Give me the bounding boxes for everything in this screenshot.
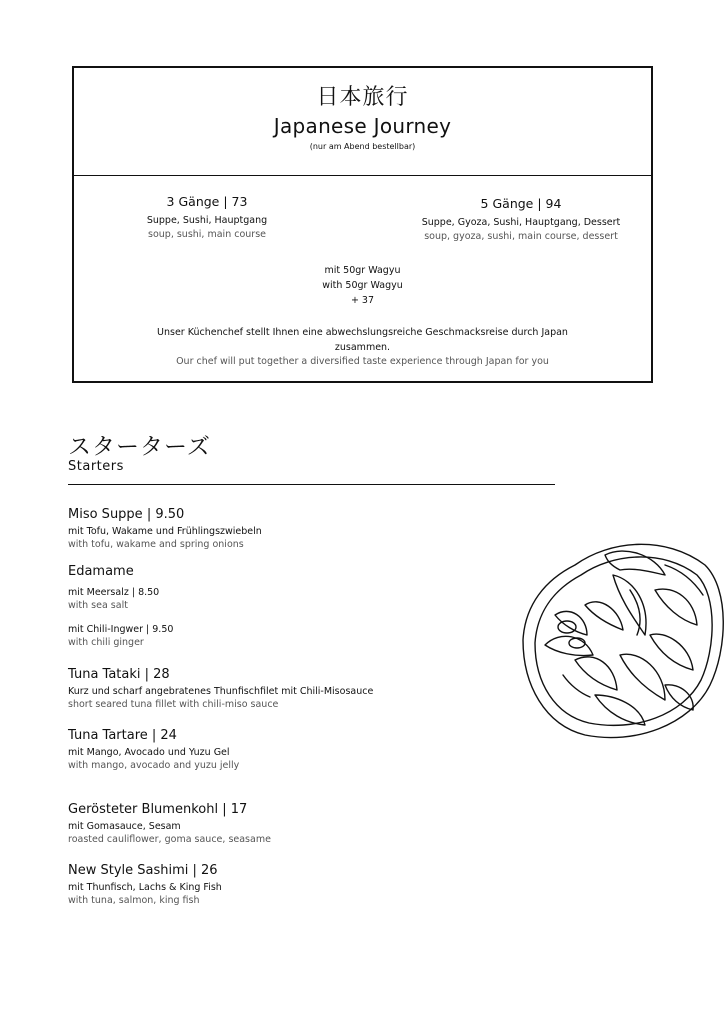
course-3-heading: 3 Gänge | 73 <box>166 194 248 209</box>
sashimi-desc-de: mit Thunfisch, Lachs & King Fish <box>68 882 222 893</box>
edamame-opt2-en: with chili ginger <box>68 637 144 648</box>
edamame-opt1-de: mit Meersalz | 8.50 <box>68 587 160 598</box>
course-5 <box>392 196 650 244</box>
miso-desc-en: with tofu, wakame and spring onions <box>68 539 244 550</box>
edamame-opt2-de: mit Chili-Ingwer | 9.50 <box>68 624 174 635</box>
menu-item-sashimi <box>68 863 222 907</box>
journey-title-jp: 日本旅行 <box>316 85 409 110</box>
menu-item-miso <box>68 507 262 551</box>
tataki-desc-de: Kurz und scharf angebratenes Thunfischfilet mit Chili-Misosauce <box>68 686 374 697</box>
miso-title: Miso Suppe | 9.50 <box>68 507 185 522</box>
chef-note-de: Unser Küchenchef stellt Ihnen eine abwechslungsreiche Geschmacksreise durch Japan zusammen. <box>157 327 568 353</box>
tartare-desc-en: with mango, avocado and yuzu jelly <box>68 760 240 771</box>
course-3 <box>102 194 312 242</box>
course-5-desc-de: Suppe, Gyoza, Sushi, Hauptgang, Dessert <box>421 217 621 228</box>
cauliflower-title: Gerösteter Blumenkohl | 17 <box>68 802 248 817</box>
japanese-journey-box <box>72 66 653 383</box>
wagyu-line-de: mit 50gr Wagyu <box>324 265 401 276</box>
menu-item-cauliflower <box>68 802 271 846</box>
sashimi-title: New Style Sashimi | 26 <box>68 863 218 878</box>
wagyu-line-en: with 50gr Wagyu <box>322 280 403 291</box>
edamame-option-chili-ginger <box>68 623 173 649</box>
miso-desc-de: mit Tofu, Wakame und Frühlingszwiebeln <box>68 526 262 537</box>
sashimi-desc-en: with tuna, salmon, king fish <box>68 895 200 906</box>
journey-note: (nur am Abend bestellbar) <box>309 142 416 151</box>
menu-item-tuna-tataki <box>68 667 373 711</box>
course-5-heading: 5 Gänge | 94 <box>480 196 562 211</box>
course-5-desc-en: soup, gyoza, sushi, main course, dessert <box>424 231 618 242</box>
cauliflower-desc-de: mit Gomasauce, Sesam <box>68 821 181 832</box>
course-3-desc-en: soup, sushi, main course <box>148 229 266 240</box>
starters-divider <box>68 484 555 485</box>
journey-divider <box>74 175 651 176</box>
menu-item-tuna-tartare <box>68 728 239 772</box>
edamame-opt1-en: with sea salt <box>68 600 128 611</box>
tartare-title: Tuna Tartare | 24 <box>68 728 177 743</box>
starters-title-jp: スターターズ <box>68 434 211 460</box>
course-3-desc-de: Suppe, Sushi, Hauptgang <box>146 215 268 226</box>
edamame-title: Edamame <box>68 564 134 579</box>
edamame-option-sea-salt <box>68 586 159 612</box>
edamame-bowl-illustration <box>515 535 724 745</box>
wagyu-option <box>74 263 651 308</box>
journey-title-en: Japanese Journey <box>273 114 452 138</box>
starters-title-en: Starters <box>68 459 124 474</box>
tartare-desc-de: mit Mango, Avocado und Yuzu Gel <box>68 747 230 758</box>
wagyu-price: + 37 <box>350 295 375 306</box>
cauliflower-desc-en: roasted cauliflower, goma sauce, seasame <box>68 834 271 845</box>
chef-note-en: Our chef will put together a diversified taste experience through Japan for you <box>176 356 549 367</box>
tataki-desc-en: short seared tuna fillet with chili-miso sauce <box>68 699 279 710</box>
menu-item-edamame <box>68 564 134 582</box>
tataki-title: Tuna Tataki | 28 <box>68 667 170 682</box>
